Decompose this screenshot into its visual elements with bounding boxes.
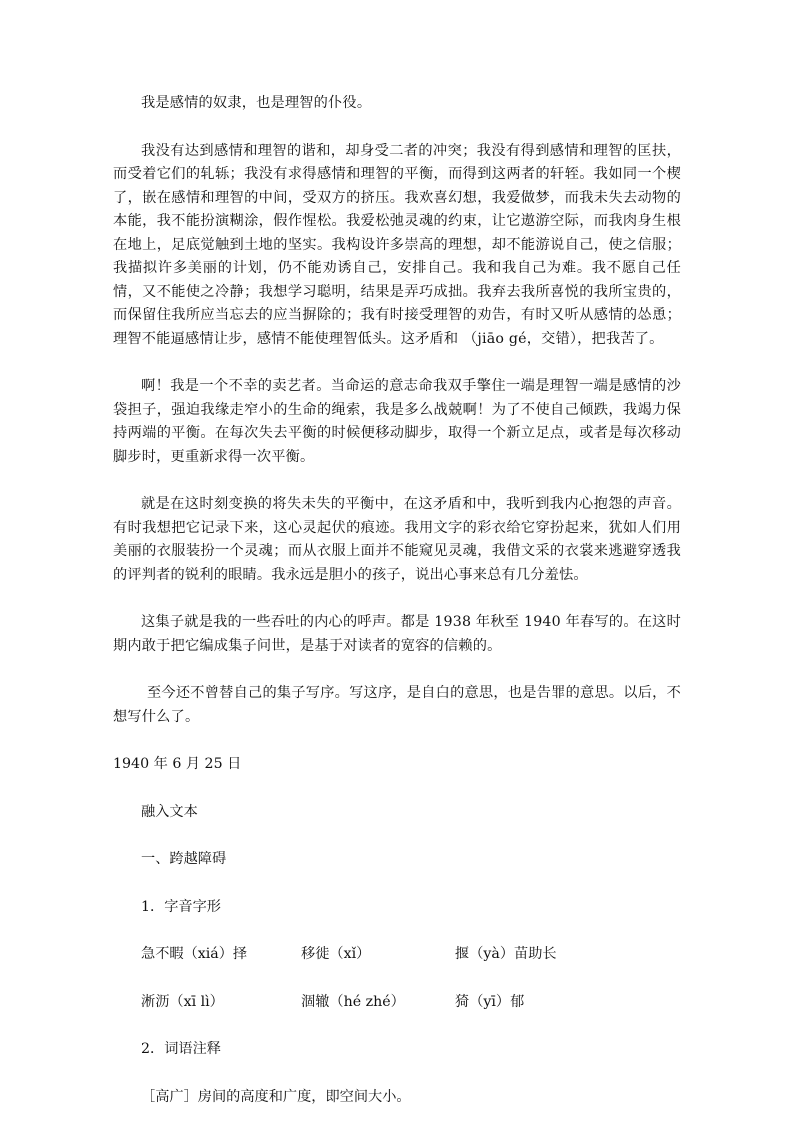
vocab-cell: 涸辙（hé zhé） (301, 993, 405, 1010)
vocab-row (113, 991, 681, 1015)
paragraph-6: 至今还不曾替自己的集子写序。写这序，是自白的意思，也是告罪的意思。以后，不想写什么了。 (113, 685, 681, 725)
paragraph-1: 我是感情的奴隶，也是理智的仆役。 (141, 95, 372, 111)
paragraph-2: 我没有达到感情和理智的谐和，却身受二者的冲突；我没有得到感情和理智的匡扶，而受着它们的轧轹；我没有求得感情和理智的平衡，而得到这两者的轩轾。我如同一个楔了，嵌在感情和理智的中间，受双方的挤压。我欢喜幻想，我爱做梦，而我未失去动物的本能，我不能扮演糊涂，假作惺松。我爱松弛灵魂的约束，让它遨游空际，而我肉身生根在地上，足底觉触到土地的坚实。我构设许多崇高的理想，却不能游说自己，使之信服；我描拟许多美丽的计划，仍不能劝诱自己，安排自己。我和我自己为难。我不愿自己任情，又不能使之冷静；我想学习聪明，结果是弄巧成拙。我弃去我所喜悦的我所宝贵的，而保留住我所应当忘去的应当摒除的；我有时接受理智的劝告，有时又听从感情的怂恿；理智不能逼感情让步，感情不能使理智低头。这矛盾和 （jiāo gé，交错），把我苦了。 (113, 142, 681, 347)
vocab-cell: 急不暇（xiá）择 (141, 946, 248, 962)
vocab-cell: 揠（yà）苗助长 (455, 946, 557, 962)
paragraph-5: 这集子就是我的一些吞吐的内心的呼声。都是 1938 年秋至 1940 年春写的。在这时期内敢于把它编成集子问世，是基于对读者的宽容的信赖的。 (113, 614, 681, 654)
document-page (113, 92, 681, 1109)
section-title: 融入文本 (141, 803, 198, 820)
vocab-cell: 猗（yī）郁 (455, 993, 525, 1010)
vocab-cell: 淅沥（xī lì） (141, 993, 224, 1010)
item-heading-glossary: 2．词语注释 (141, 1041, 221, 1057)
date-line: 1940 年 6 月 25 日 (113, 756, 242, 772)
subsection-title: 一、跨越障碍 (141, 851, 227, 867)
paragraph-4: 就是在这时刻变换的将失未失的平衡中，在这矛盾和中，我听到我内心抱怨的声音。有时我想把它记录下来，这心灵起伏的痕迹。我用文字的彩衣给它穿扮起来，犹如人们用美丽的衣服装扮一个灵魂；而从衣服上面并不能窥见灵魂，我借文采的衣裳来逃避穿透我的评判者的锐利的眼睛。我永远是胆小的孩子，说出心事来总有几分羞怯。 (113, 496, 681, 583)
vocab-row (113, 943, 681, 967)
paragraph-3: 啊！我是一个不幸的卖艺者。当命运的意志命我双手擎住一端是理智一端是感情的沙袋担子，强迫我缘走窄小的生命的绳索，我是多么战兢啊！为了不使自己倾跌，我竭力保持两端的平衡。在每次失去平衡的时候便移动脚步，取得一个新立足点，或者是每次移动脚步时，更重新求得一次平衡。 (113, 378, 681, 465)
vocab-cell: 移徙（xǐ） (301, 946, 371, 962)
glossary-note: ［高广］房间的高度和广度，即空间大小。 (141, 1088, 411, 1105)
item-heading-pronunciation: 1．字音字形 (141, 898, 221, 915)
